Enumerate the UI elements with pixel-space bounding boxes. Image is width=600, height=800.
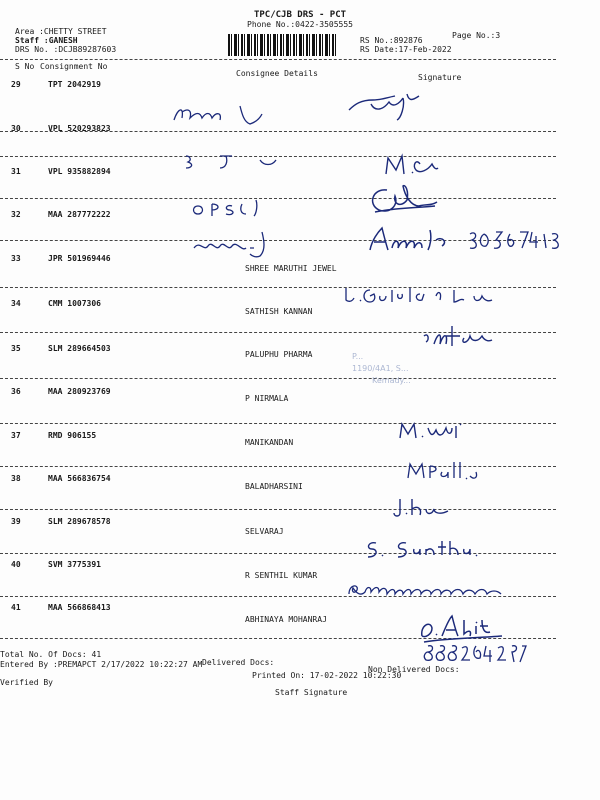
phone-number: Phone No.:0422-3505555 [247, 20, 353, 29]
col-signature: Signature [418, 73, 462, 82]
table-row [0, 299, 600, 316]
table-row [0, 210, 600, 220]
col-consignee: Consignee Details [236, 69, 318, 78]
row-consignment: SLM 289678578 [48, 517, 111, 526]
row-sno: 35 [11, 344, 21, 353]
table-row [0, 124, 600, 134]
row-consignee: SHREE MARUTHI JEWEL [245, 264, 337, 273]
row-consignee: PALUPHU PHARMA [245, 350, 313, 359]
row-sno: 33 [11, 254, 21, 263]
rs-number: RS No.:892876 [360, 36, 423, 45]
table-row [0, 167, 600, 177]
drs-number: DRS No. :DCJB89287603 [15, 45, 117, 54]
row-divider [0, 198, 556, 199]
row-consignment: TPT 2042919 [48, 80, 101, 89]
total-docs: Total No. Of Docs: 41 [0, 650, 102, 659]
printed-on: Printed On: 17-02-2022 10:22:30 [252, 671, 402, 680]
signature [382, 150, 442, 184]
row-consignee: R SENTHIL KUMAR [245, 571, 318, 580]
row-consignment: MAA 566868413 [48, 603, 111, 612]
handwritten-name [170, 98, 290, 132]
row-sno: 39 [11, 517, 21, 526]
table-row [0, 474, 600, 491]
signature [345, 576, 515, 606]
row-sno: 30 [11, 124, 21, 133]
handwritten-name [190, 196, 270, 224]
entered-by: Entered By :PREMAPCT 2/17/2022 10:22:27 AM [0, 660, 203, 669]
row-consignment: VPL 520293823 [48, 124, 111, 133]
signature [396, 418, 476, 448]
row-sno: 29 [11, 80, 21, 89]
col-sno: S No [15, 62, 35, 71]
document-title: TPC/CJB DRS - PCT [253, 10, 347, 20]
row-consignee: ABHINAYA MOHANRAJ [245, 615, 327, 624]
row-consignment: MAA 280923769 [48, 387, 111, 396]
handwritten-name [190, 230, 280, 264]
row-consignment: VPL 935882894 [48, 167, 111, 176]
signature [365, 180, 445, 224]
row-consignment: SLM 289664503 [48, 344, 111, 353]
row-sno: 36 [11, 387, 21, 396]
row-consignment: RMD 906155 [48, 431, 97, 440]
signature [362, 535, 492, 567]
barcode [228, 34, 336, 56]
row-consignee: SATHISH KANNAN [245, 307, 313, 316]
staff-signature: Staff Signature [275, 688, 348, 697]
signature [392, 495, 472, 525]
table-row [0, 517, 600, 536]
staff-label: Staff :GANESH [15, 36, 78, 45]
row-consignee: BALADHARSINI [245, 482, 303, 491]
row-sno: 34 [11, 299, 21, 308]
row-consignee: P NIRMALA [245, 394, 289, 403]
row-sno: 37 [11, 431, 21, 440]
row-consignment: SVM 3775391 [48, 560, 101, 569]
row-consignment: JPR 501969446 [48, 254, 111, 263]
row-consignee: MANIKANDAN [245, 438, 294, 447]
table-row [0, 387, 600, 403]
table-row [0, 80, 600, 90]
row-consignee: SELVARAJ [245, 527, 284, 536]
table-row [0, 344, 600, 359]
row-divider [0, 509, 556, 510]
signature [345, 88, 435, 126]
non-delivered-docs: Non Delivered Docs: [368, 665, 460, 674]
row-consignment: MAA 287772222 [48, 210, 111, 219]
row-sno: 38 [11, 474, 21, 483]
row-consignment: MAA 566836754 [48, 474, 111, 483]
row-consignment: CMM 1007306 [48, 299, 101, 308]
table-row [0, 431, 600, 447]
table-row [0, 560, 600, 580]
verified-by: Verified By [0, 678, 53, 687]
signature [404, 458, 484, 490]
delivered-docs: Delivered Docs: [202, 658, 275, 667]
row-sno: 31 [11, 167, 21, 176]
divider [0, 59, 556, 60]
area-label: Area :CHETTY STREET [15, 27, 107, 36]
handwritten-phone [466, 226, 566, 260]
company-stamp: P... 1190/4A1, S... Kemady... [352, 352, 411, 385]
page-number: Page No.:3 [452, 31, 501, 40]
col-consignment: Consignment No [40, 62, 108, 71]
rs-date: RS Date:17-Feb-2022 [360, 45, 452, 54]
row-sno: 41 [11, 603, 21, 612]
row-sno: 32 [11, 210, 21, 219]
signature [340, 282, 510, 310]
row-sno: 40 [11, 560, 21, 569]
signature [366, 222, 466, 262]
handwritten-name [180, 150, 300, 178]
